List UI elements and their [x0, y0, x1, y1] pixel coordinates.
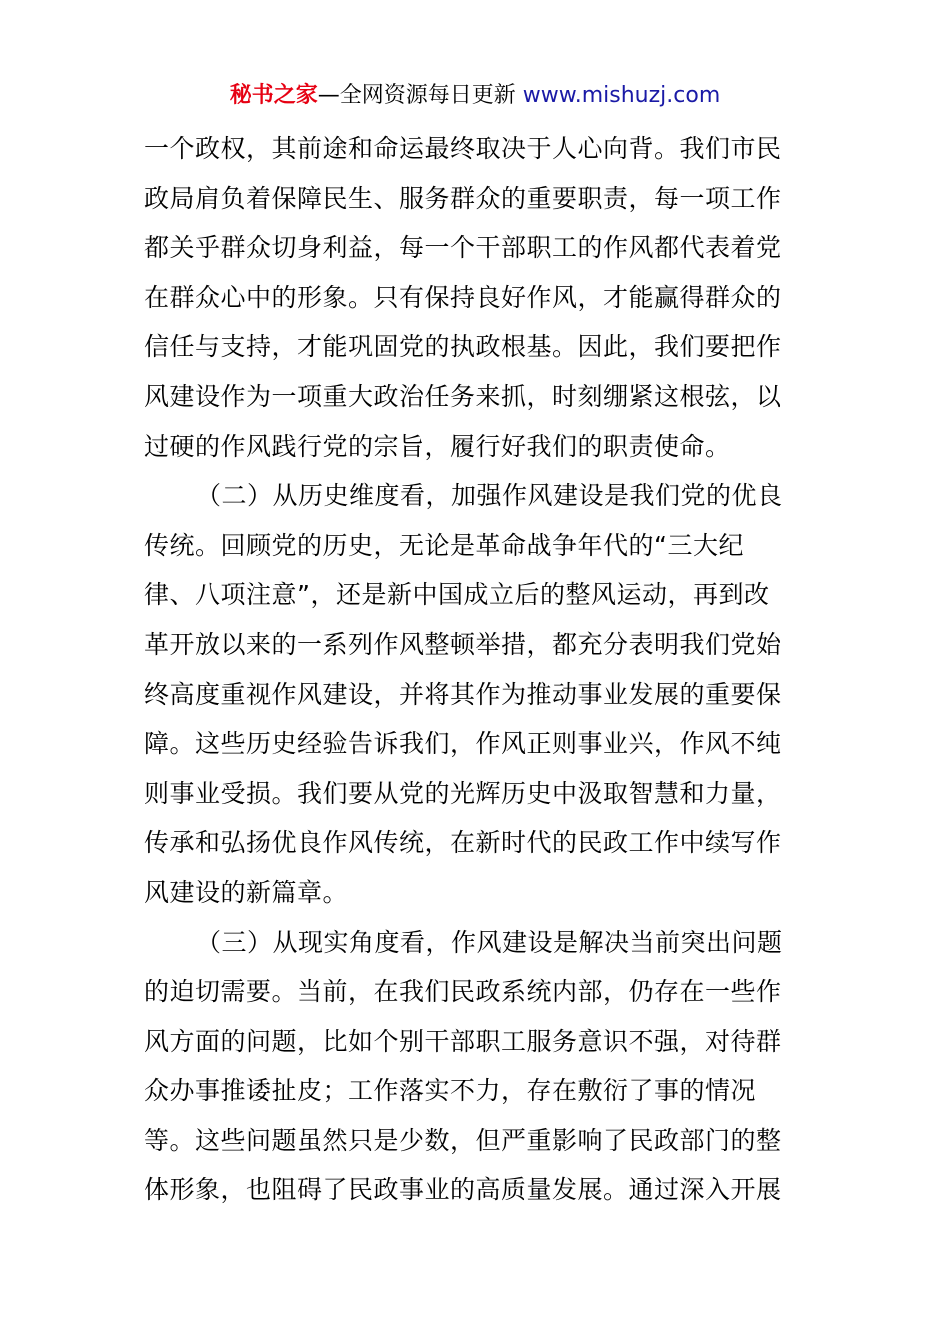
text-line: 在群众心中的形象。只有保持良好作风，才能赢得群众的	[144, 282, 782, 312]
text-line: 等。这些问题虽然只是少数，但严重影响了民政部门的整	[144, 1125, 782, 1155]
text-line: 障。这些历史经验告诉我们，作风正则事业兴，作风不纯	[144, 729, 782, 759]
text-line: 革开放以来的一系列作风整顿举措，都充分表明我们党始	[144, 629, 782, 659]
text-line: 一个政权，其前途和命运最终取决于人心向背。我们市民	[144, 134, 782, 163]
brand-name: 秘书之家	[229, 83, 318, 108]
text-line: 众办事推诿扯皮；工作落实不力，存在敷衍了事的情况	[144, 1076, 757, 1106]
text-line: 信任与支持，才能巩固党的执政根基。因此，我们要把作	[144, 332, 782, 362]
paragraph-heading-line: （三）从现实角度看，作风建设是解决当前突出问题	[196, 927, 783, 957]
text-line: 的迫切需要。当前，在我们民政系统内部，仍存在一些作	[144, 977, 782, 1007]
text-line: 政局肩负着保障民生、服务群众的重要职责，每一项工作	[144, 183, 782, 213]
text-line: 律、八项注意”，还是新中国成立后的整风运动，再到改	[144, 580, 770, 610]
text-line: 传承和弘扬优良作风传统，在新时代的民政工作中续写作	[144, 828, 782, 858]
page-header	[0, 80, 950, 112]
header-tagline: —全网资源每日更新	[317, 83, 523, 108]
text-line: 终高度重视作风建设，并将其作为推动事业发展的重要保	[144, 679, 782, 709]
website-link[interactable]: www.mishuzj.com	[522, 83, 721, 108]
text-line: 过硬的作风践行党的宗旨，履行好我们的职责使命。	[144, 431, 731, 461]
document-body	[144, 124, 806, 1215]
text-line: 都关乎群众切身利益，每一个干部职工的作风都代表着党	[144, 233, 782, 263]
text-line: 风建设的新篇章。	[144, 877, 349, 907]
text-line: 风方面的问题，比如个别干部职工服务意识不强，对待群	[144, 1026, 782, 1056]
text-line: 体形象，也阻碍了民政事业的高质量发展。通过深入开展	[144, 1175, 782, 1205]
text-line: 则事业受损。我们要从党的光辉历史中汲取智慧和力量，	[144, 778, 782, 808]
text-line: 风建设作为一项重大政治任务来抓，时刻绷紧这根弦，以	[144, 381, 782, 411]
paragraph-heading-line: （二）从历史维度看，加强作风建设是我们党的优良	[196, 481, 783, 511]
text-line: 传统。回顾党的历史，无论是革命战争年代的“三大纪	[144, 530, 744, 560]
